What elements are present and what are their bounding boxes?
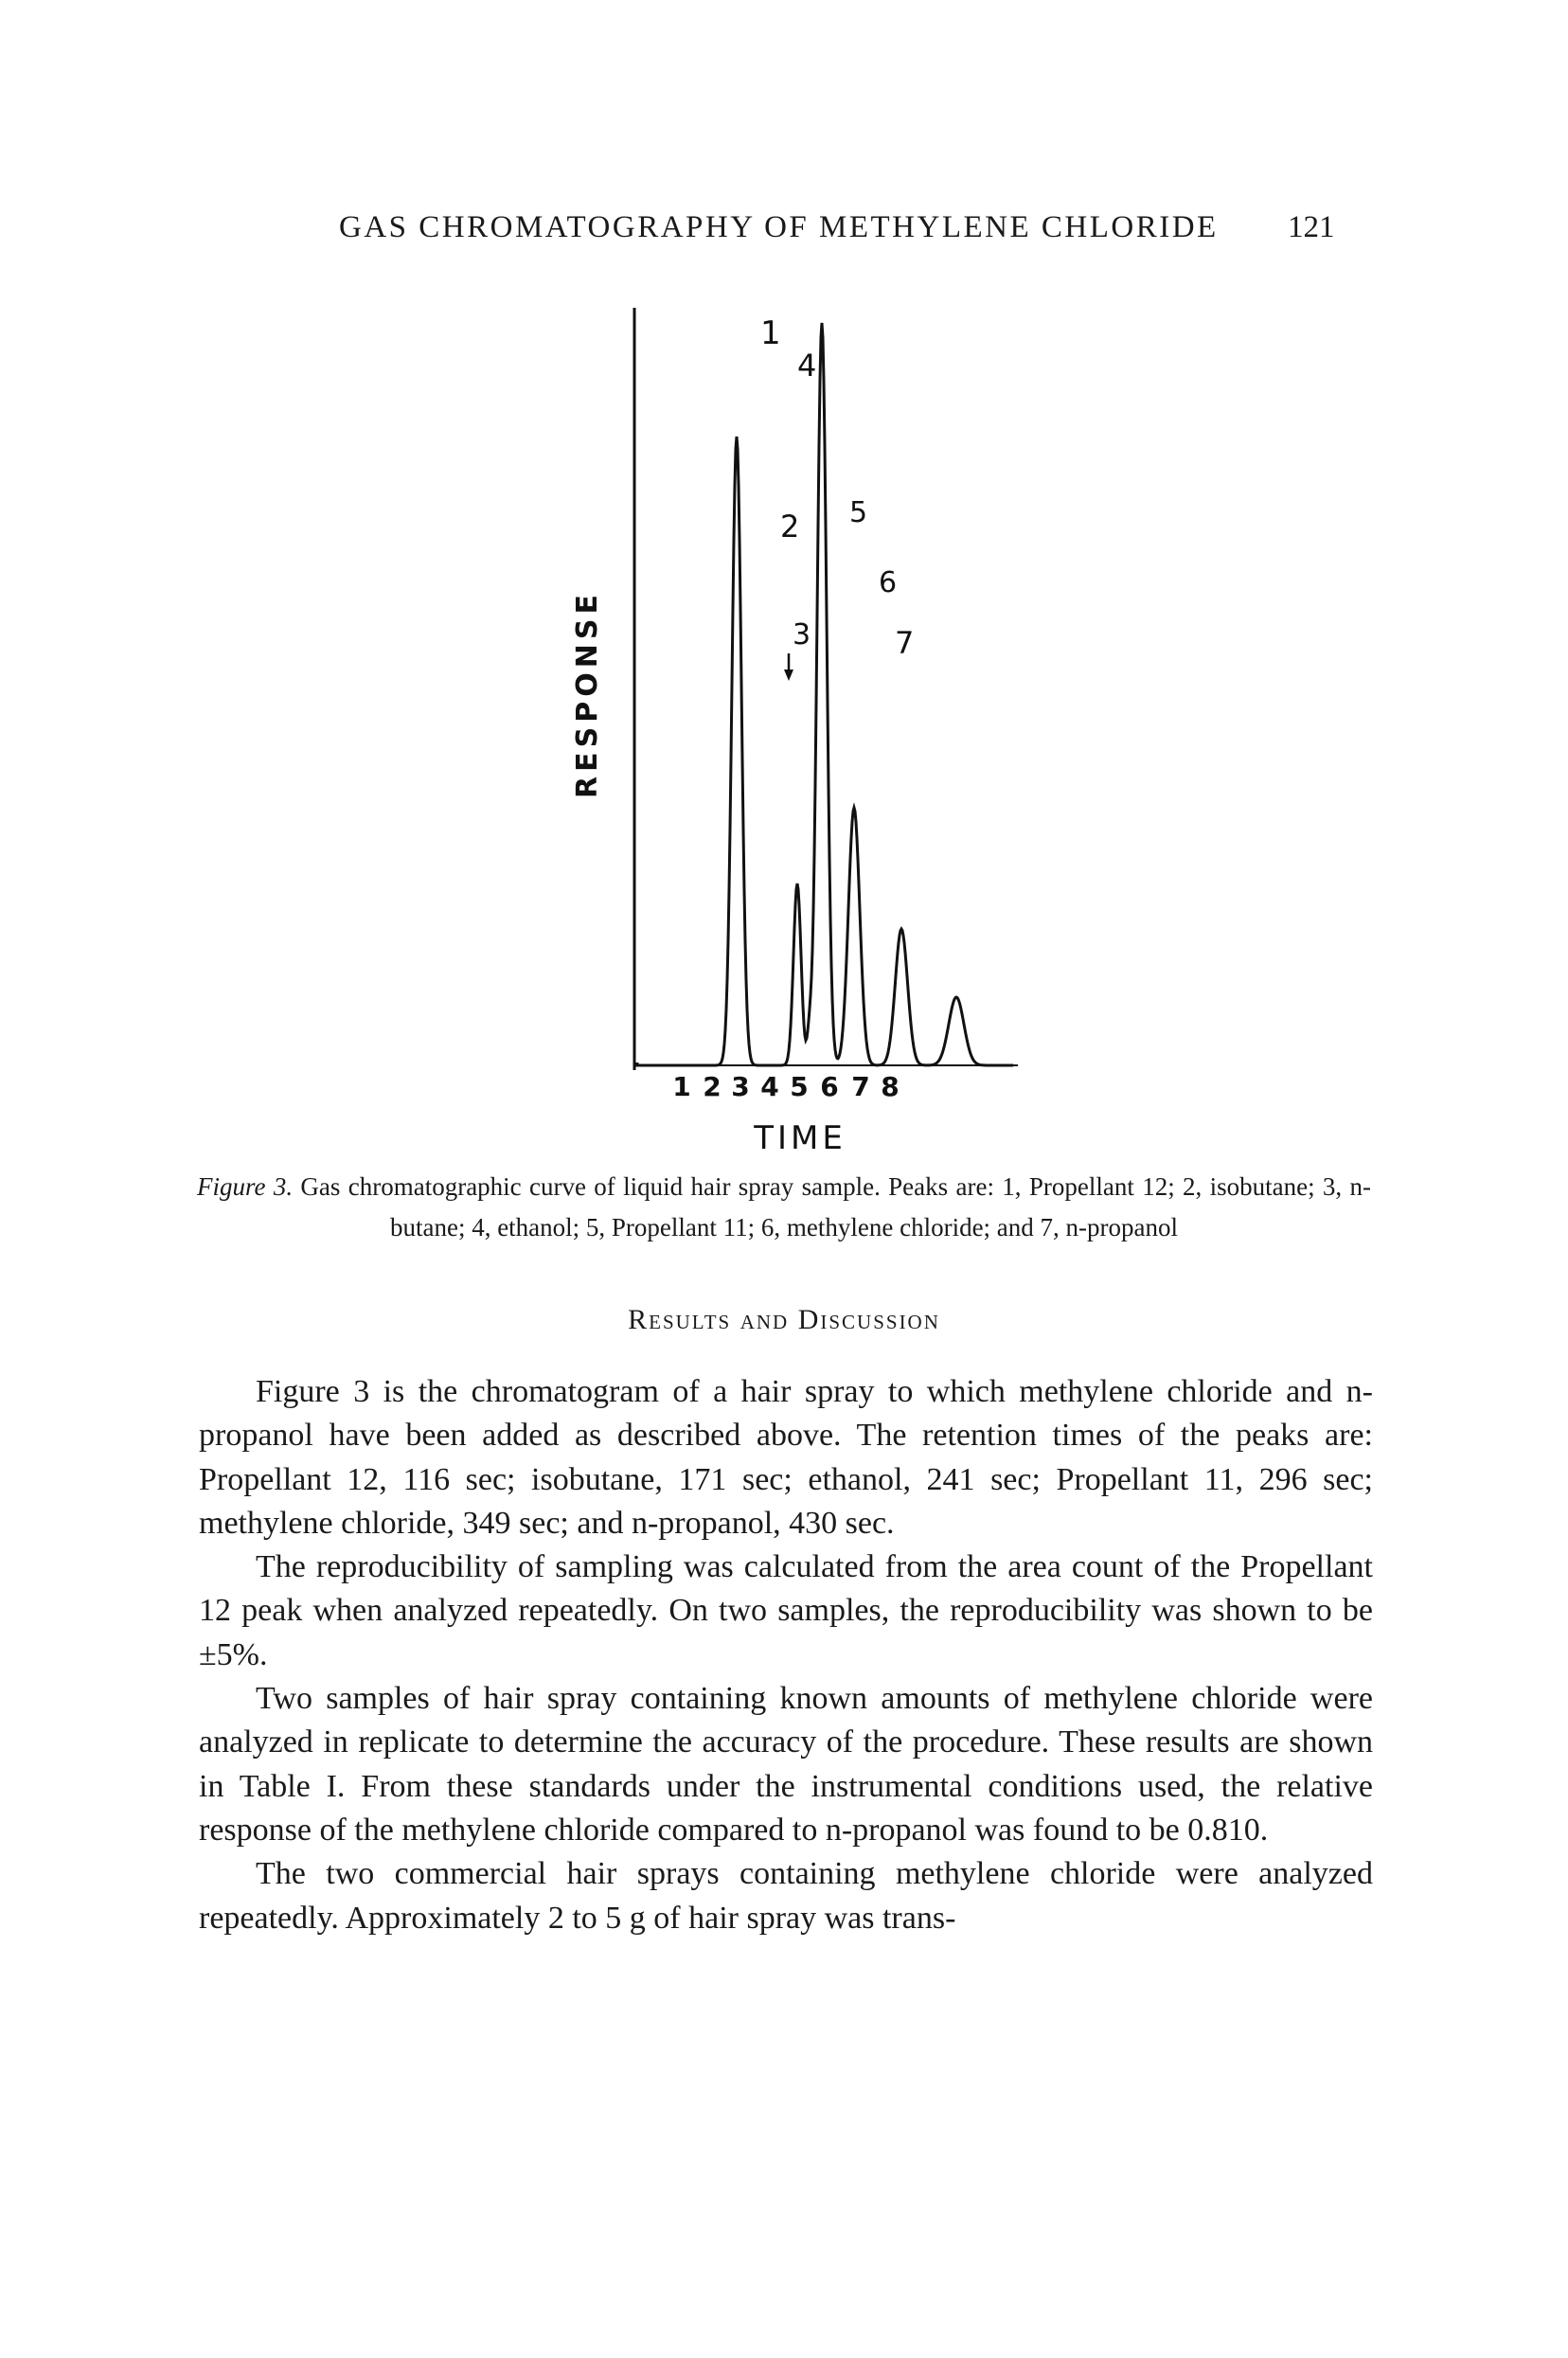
x-axis-title: TIME bbox=[754, 1119, 846, 1157]
running-title: GAS CHROMATOGRAPHY OF METHYLENE CHLORIDE bbox=[339, 210, 1219, 244]
paragraph: Two samples of hair spray containing known amounts of methylene chloride were analyzed in replicate to determine the accuracy of the procedure. These results are shown in Table I. From these standards under the instrumental conditions used, the relative response of the methylene chloride compared to n-propanol was found to be 0.810. bbox=[199, 1681, 1373, 1848]
x-tick-label: 3 bbox=[731, 1071, 750, 1102]
y-axis-title bbox=[571, 590, 604, 798]
peak-label-5: 5 bbox=[849, 496, 868, 529]
x-tick-label: 2 bbox=[703, 1071, 722, 1102]
peak-label-3: 3 bbox=[793, 618, 811, 652]
paragraph: The reproducibility of sampling was calculated from the area count of the Propellant 12 peak when analyzed repeatedly. On two samples, the reproducibility was shown to be ±5%. bbox=[199, 1549, 1373, 1672]
chromatogram-trace bbox=[637, 323, 1013, 1065]
peak-3-arrow-head-icon bbox=[784, 670, 793, 681]
paragraph: The two commercial hair sprays containing methylene chloride were analyzed repeatedly. Approximately 2 to 5 g of hair spray was trans- bbox=[199, 1856, 1373, 1936]
x-tick-label: 7 bbox=[851, 1071, 870, 1102]
peak-label-1: 1 bbox=[760, 314, 781, 352]
peak-label-6: 6 bbox=[879, 566, 898, 599]
x-tick-label: 5 bbox=[790, 1071, 809, 1102]
page-number: 121 bbox=[1288, 210, 1335, 244]
y-axis-title-text: RESPONSE bbox=[571, 590, 604, 798]
figure-caption-text: Gas chromatographic curve of liquid hair spray sample. Peaks are: 1, Propellant 12; 2, isobutane; 3, n-butane; 4, ethanol; 5, Propellant 11; 6, methylene chloride; and 7, n-propanol bbox=[300, 1172, 1372, 1242]
running-head bbox=[0, 210, 1568, 267]
paragraph: Figure 3 is the chromatogram of a hair spray to which methylene chloride and n-propanol have been added as described above. The retention times of the peaks are: Propellant 12, 116 sec; isobutane, 171 sec; ethanol, 241 sec; Propellant 11, 296 sec; methylene chloride, 349 sec; and n-propanol, 430 sec. bbox=[199, 1374, 1373, 1541]
body-text bbox=[199, 1370, 1373, 1940]
x-tick-label: 4 bbox=[760, 1071, 779, 1102]
peak-label-2: 2 bbox=[780, 509, 800, 545]
figure-label: Figure 3. bbox=[197, 1172, 294, 1201]
peak-label-4: 4 bbox=[797, 348, 817, 384]
section-heading: Results and Discussion bbox=[628, 1304, 940, 1335]
chromatogram-chart bbox=[530, 289, 1023, 1165]
x-tick-label: 1 bbox=[672, 1071, 691, 1102]
figure-caption bbox=[197, 1167, 1371, 1248]
peak-label-7: 7 bbox=[895, 625, 915, 661]
x-tick-label: 8 bbox=[881, 1071, 900, 1102]
x-tick-label: 6 bbox=[820, 1071, 839, 1102]
